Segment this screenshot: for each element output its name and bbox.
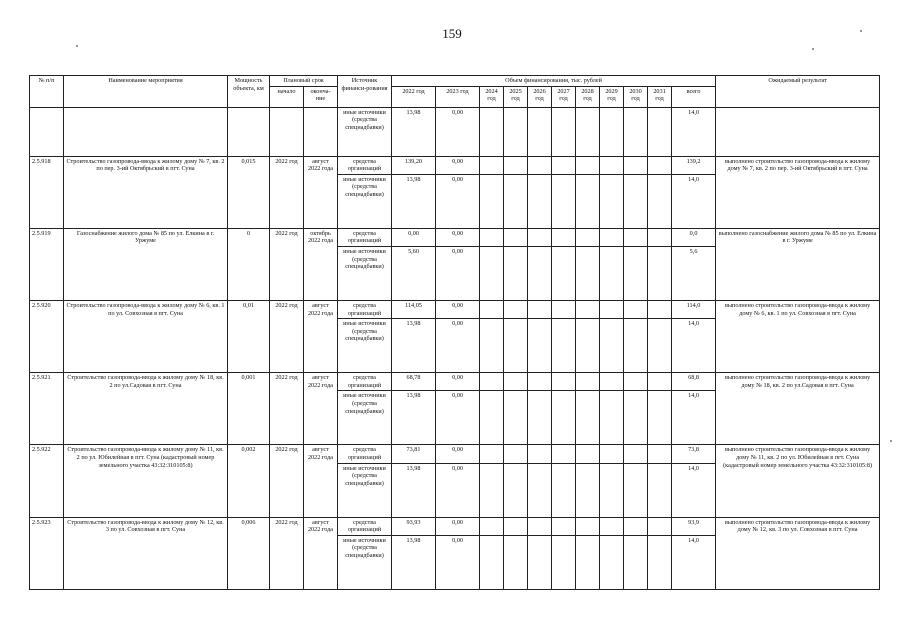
cell-name: Газоснабжение жилого дома № 85 по ул. Елкина в г. Уржуме [64, 228, 228, 300]
cell-total: 5,6 [672, 246, 716, 300]
cell-result: выполнено строительство газопровода-ввода к жилому дому № 11, кв. 2 по ул. Юбилейная в пгт. Суна (кадастровый номер земельного участка 43:32:310105:8) [716, 445, 880, 517]
cell-start: 2022 год [270, 445, 304, 517]
cell-empty-year [480, 228, 504, 246]
cell-empty-year [648, 174, 672, 228]
cell-empty-year [480, 156, 504, 174]
cell-empty-year [624, 463, 648, 517]
cell-num: 2.5.923 [30, 517, 64, 589]
cell-empty-year [504, 373, 528, 391]
cell-empty-year [552, 517, 576, 535]
cell-2022: 0,00 [392, 228, 436, 246]
header-year: 2023 год [436, 86, 480, 107]
cell-start: 2022 год [270, 156, 304, 228]
scan-speck [812, 48, 814, 50]
cell-empty-year [624, 107, 648, 156]
header-result: Ожидаемый результат [716, 76, 880, 108]
cell-total: 0,0 [672, 228, 716, 246]
entry-row [30, 373, 880, 391]
cell-capacity: 0,01 [228, 300, 270, 372]
cell-empty-year [576, 463, 600, 517]
cell-2022: 13,98 [392, 107, 436, 156]
cell-empty-year [600, 445, 624, 463]
cell-capacity: 0 [228, 228, 270, 300]
cell-empty-year [552, 319, 576, 373]
cell-empty-year [480, 107, 504, 156]
cell-source: средства организаций [338, 300, 392, 318]
cell-empty-year [552, 246, 576, 300]
cell-empty-year [480, 246, 504, 300]
cell-empty-year [528, 319, 552, 373]
cell-result: выполнено строительство газопровода-ввода к жилому дому № 18, кв. 2 по ул.Садовая в пгт. Суна [716, 373, 880, 445]
cell-empty-year [528, 300, 552, 318]
cell-empty-year [648, 373, 672, 391]
cell-start: 2022 год [270, 517, 304, 589]
cell-empty-year [576, 319, 600, 373]
header-year: 2026 год [528, 86, 552, 107]
cell-num: 2.5.921 [30, 373, 64, 445]
cell-empty-year [600, 463, 624, 517]
cell-empty-year [624, 319, 648, 373]
cell-empty-year [600, 156, 624, 174]
cell-empty-year [648, 228, 672, 246]
cell-end: август 2022 года [304, 156, 338, 228]
cell-empty-year [504, 517, 528, 535]
cell-empty-year [648, 246, 672, 300]
cell-2023: 0,00 [436, 228, 480, 246]
entry-row [30, 228, 880, 246]
cell-source: иные источники (средства спецнадбавки) [338, 391, 392, 445]
cell-empty-year [624, 174, 648, 228]
cell-source: иные источники (средства спецнадбавки) [338, 535, 392, 589]
cell-end: август 2022 года [304, 373, 338, 445]
cell-empty-year [504, 300, 528, 318]
page-number: 159 [442, 26, 462, 41]
funding-table [29, 75, 880, 590]
cell-empty-year [504, 319, 528, 373]
cell-name: Строительство газопровода-ввода к жилому дому № 6, кв. 1 по ул. Совхозная в пгт. Суна [64, 300, 228, 372]
cell-empty-year [504, 107, 528, 156]
cell-source: средства организаций [338, 228, 392, 246]
entry-row [30, 517, 880, 535]
cell-empty-year [480, 517, 504, 535]
cell-empty-year [552, 391, 576, 445]
header-year: 2031 год [648, 86, 672, 107]
cell-empty-year [624, 246, 648, 300]
header-plan-end: оконча-ние [304, 86, 338, 107]
header-year: 2022 год [392, 86, 436, 107]
cell-empty-year [624, 156, 648, 174]
cell-empty-year [552, 228, 576, 246]
scan-speck [890, 440, 892, 442]
cell-total: 14,0 [672, 174, 716, 228]
cell-num: 2.5.922 [30, 445, 64, 517]
cell-empty-year [648, 445, 672, 463]
header-plan-start: начало [270, 86, 304, 107]
cell-2022: 13,98 [392, 174, 436, 228]
header-year: 2025 год [504, 86, 528, 107]
cell-empty-year [576, 174, 600, 228]
cell-empty-year [552, 174, 576, 228]
cell-empty-year [600, 174, 624, 228]
cell-empty-year [624, 445, 648, 463]
table-body [30, 107, 880, 589]
cell-empty-year [528, 517, 552, 535]
cell-empty-year [528, 391, 552, 445]
cell-2023: 0,00 [436, 445, 480, 463]
cell-num: 2.5.919 [30, 228, 64, 300]
header-year: 2030 год [624, 86, 648, 107]
cell-empty-year [576, 517, 600, 535]
cell-empty-year [480, 535, 504, 589]
cell-capacity [228, 107, 270, 156]
cell-2022: 73,81 [392, 445, 436, 463]
cell-empty-year [504, 445, 528, 463]
cell-empty-year [648, 463, 672, 517]
cell-empty-year [648, 535, 672, 589]
cell-start: 2022 год [270, 373, 304, 445]
cell-total: 14,0 [672, 391, 716, 445]
header-year: 2027 год [552, 86, 576, 107]
cell-result: выполнено строительство газопровода-ввода к жилому дому № 7, кв. 2 по пер. 3-ий Октябрьский в пгт. Суна [716, 156, 880, 228]
cell-source: средства организаций [338, 156, 392, 174]
cell-total: 68,8 [672, 373, 716, 391]
header-funding: Объем финансирования, тыс. рублей [392, 76, 716, 87]
cell-empty-year [624, 300, 648, 318]
cell-empty-year [624, 391, 648, 445]
cell-total: 73,8 [672, 445, 716, 463]
cell-total: 14,0 [672, 319, 716, 373]
cell-result: выполнено строительство газопровода-ввода к жилому дому № 12, кв. 3 по ул. Совхозная в пгт. Суна [716, 517, 880, 589]
cell-empty-year [504, 463, 528, 517]
cell-2023: 0,00 [436, 174, 480, 228]
cell-source: иные источники (средства спецнадбавки) [338, 174, 392, 228]
cell-num [30, 107, 64, 156]
cell-capacity: 0,001 [228, 373, 270, 445]
cell-empty-year [552, 463, 576, 517]
cell-empty-year [528, 246, 552, 300]
entry-row [30, 156, 880, 174]
cell-empty-year [528, 445, 552, 463]
header-plan-term: Плановый срок [270, 76, 338, 87]
cell-empty-year [480, 174, 504, 228]
cell-result: выполнено газоснабжение жилого дома № 85 по ул. Елкина в г. Уржуме [716, 228, 880, 300]
cell-empty-year [504, 246, 528, 300]
cell-2023: 0,00 [436, 319, 480, 373]
cell-start: 2022 год [270, 228, 304, 300]
cell-empty-year [528, 174, 552, 228]
cell-empty-year [576, 228, 600, 246]
cell-source: средства организаций [338, 445, 392, 463]
cell-2022: 13,98 [392, 391, 436, 445]
cell-empty-year [576, 246, 600, 300]
cell-total: 14,0 [672, 463, 716, 517]
cell-empty-year [552, 107, 576, 156]
cell-empty-year [528, 463, 552, 517]
cell-empty-year [504, 391, 528, 445]
cell-empty-year [600, 517, 624, 535]
scan-speck [860, 30, 862, 32]
cell-2023: 0,00 [436, 156, 480, 174]
cell-empty-year [480, 463, 504, 517]
cell-start: 2022 год [270, 300, 304, 372]
cell-end: октябрь 2022 года [304, 228, 338, 300]
cell-source: иные источники (средства спецнадбавки) [338, 107, 392, 156]
cell-empty-year [600, 391, 624, 445]
cell-empty-year [576, 445, 600, 463]
cell-empty-year [480, 445, 504, 463]
header-total: всего [672, 86, 716, 107]
header-year: 2029 год [600, 86, 624, 107]
cell-2022: 13,98 [392, 463, 436, 517]
cell-empty-year [576, 156, 600, 174]
cell-total: 139,2 [672, 156, 716, 174]
cell-name: Строительство газопровода-ввода к жилому дому № 12, кв. 3 по ул. Совхозная в пгт. Суна [64, 517, 228, 589]
cell-empty-year [552, 535, 576, 589]
cell-empty-year [648, 156, 672, 174]
cell-empty-year [648, 107, 672, 156]
cell-empty-year [600, 300, 624, 318]
cell-empty-year [552, 373, 576, 391]
cell-total: 114,0 [672, 300, 716, 318]
carryover-row [30, 107, 880, 156]
cell-empty-year [552, 445, 576, 463]
cell-empty-year [624, 373, 648, 391]
cell-empty-year [528, 228, 552, 246]
cell-name: Строительство газопровода-ввода к жилому дому № 11, кв. 2 по ул. Юбилейная в пгт. Суна (кадастровый номер земельного участка 43:32:310105:8) [64, 445, 228, 517]
cell-source: средства организаций [338, 517, 392, 535]
cell-empty-year [480, 391, 504, 445]
cell-end: август 2022 года [304, 300, 338, 372]
header-year: 2024 год [480, 86, 504, 107]
cell-empty-year [480, 319, 504, 373]
scan-speck [76, 45, 78, 47]
cell-empty-year [648, 391, 672, 445]
cell-empty-year [528, 156, 552, 174]
cell-2023: 0,00 [436, 373, 480, 391]
cell-2022: 114,05 [392, 300, 436, 318]
cell-2022: 5,60 [392, 246, 436, 300]
cell-empty-year [504, 174, 528, 228]
header-capacity: Мощность объекта, км [228, 76, 270, 108]
cell-source: иные источники (средства спецнадбавки) [338, 463, 392, 517]
cell-empty-year [576, 107, 600, 156]
cell-capacity: 0,002 [228, 445, 270, 517]
cell-empty-year [576, 373, 600, 391]
cell-end: август 2022 года [304, 445, 338, 517]
cell-name: Строительство газопровода-ввода к жилому дому № 7, кв. 2 по пер. 3-ий Октябрьский в пгт. Суна [64, 156, 228, 228]
cell-empty-year [576, 391, 600, 445]
cell-num: 2.5.918 [30, 156, 64, 228]
cell-empty-year [600, 319, 624, 373]
cell-2022: 13,98 [392, 535, 436, 589]
cell-total: 14,0 [672, 107, 716, 156]
cell-2023: 0,00 [436, 463, 480, 517]
header-year: 2028 год [576, 86, 600, 107]
cell-source: иные источники (средства спецнадбавки) [338, 319, 392, 373]
cell-empty-year [600, 107, 624, 156]
cell-empty-year [552, 300, 576, 318]
cell-empty-year [552, 156, 576, 174]
cell-num: 2.5.920 [30, 300, 64, 372]
cell-2023: 0,00 [436, 107, 480, 156]
cell-empty-year [504, 535, 528, 589]
cell-empty-year [504, 156, 528, 174]
cell-empty-year [600, 535, 624, 589]
cell-2022: 68,78 [392, 373, 436, 391]
cell-empty-year [624, 535, 648, 589]
cell-2023: 0,00 [436, 391, 480, 445]
cell-empty-year [648, 300, 672, 318]
cell-empty-year [648, 319, 672, 373]
cell-empty-year [528, 535, 552, 589]
cell-result: выполнено строительство газопровода-ввода к жилому дому № 6, кв. 1 по ул. Совхозная в пгт. Суна [716, 300, 880, 372]
entry-row [30, 445, 880, 463]
cell-empty-year [480, 373, 504, 391]
cell-2022: 93,93 [392, 517, 436, 535]
header-source: Источник финанси-рования [338, 76, 392, 108]
cell-end [304, 107, 338, 156]
cell-2023: 0,00 [436, 517, 480, 535]
cell-empty-year [600, 246, 624, 300]
cell-total: 14,0 [672, 535, 716, 589]
cell-2022: 139,20 [392, 156, 436, 174]
cell-empty-year [504, 228, 528, 246]
cell-start [270, 107, 304, 156]
cell-empty-year [624, 517, 648, 535]
cell-source: иные источники (средства спецнадбавки) [338, 246, 392, 300]
cell-2023: 0,00 [436, 246, 480, 300]
cell-empty-year [480, 300, 504, 318]
cell-2022: 13,98 [392, 319, 436, 373]
cell-empty-year [528, 107, 552, 156]
cell-empty-year [600, 228, 624, 246]
cell-2023: 0,00 [436, 300, 480, 318]
cell-capacity: 0,006 [228, 517, 270, 589]
cell-empty-year [624, 228, 648, 246]
cell-empty-year [528, 373, 552, 391]
cell-total: 93,9 [672, 517, 716, 535]
cell-end: август 2022 года [304, 517, 338, 589]
cell-result [716, 107, 880, 156]
header-name: Наименование мероприятия [64, 76, 228, 108]
header-num: № п/п [30, 76, 64, 108]
cell-2023: 0,00 [436, 535, 480, 589]
cell-empty-year [576, 535, 600, 589]
cell-name [64, 107, 228, 156]
cell-empty-year [648, 517, 672, 535]
cell-empty-year [576, 300, 600, 318]
cell-source: средства организаций [338, 373, 392, 391]
entry-row [30, 300, 880, 318]
cell-empty-year [600, 373, 624, 391]
cell-name: Строительство газопровода-ввода к жилому дому № 18, кв. 2 по ул.Садовая в пгт. Суна [64, 373, 228, 445]
cell-capacity: 0,015 [228, 156, 270, 228]
